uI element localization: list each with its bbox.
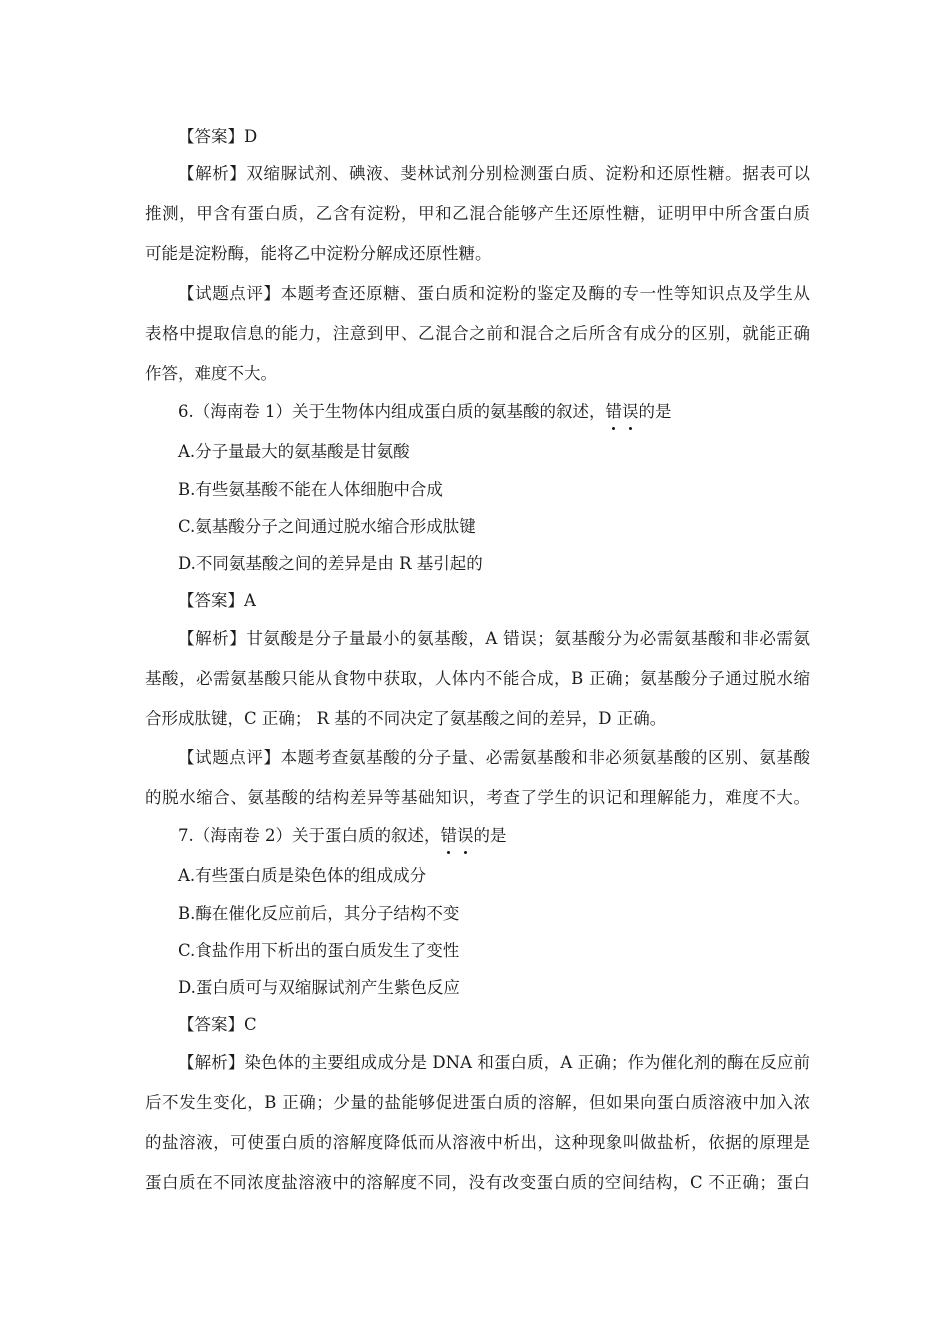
option-7c: C.食盐作用下析出的蛋白质发生了变性: [178, 941, 460, 960]
analysis-line-q7-3: 的盐溶液，可使蛋白质的溶解度降低而从溶液中析出，这种现象叫做盐析，依据的原理是: [145, 1133, 810, 1152]
question-7-stem: [178, 825, 810, 847]
question-7-tail: 的是: [473, 826, 507, 845]
analysis-line-q6-3: 合形成肽键，C 正确； R 基的不同决定了氨基酸之间的差异，D 正确。: [145, 709, 667, 728]
answer-line-q7: 【答案】C: [178, 1015, 257, 1034]
analysis-line-q6-2: 基酸，必需氨基酸只能从食物中获取，人体内不能合成，B 正确；氨基酸分子通过脱水缩: [145, 669, 810, 688]
emphasis-char: 错: [605, 402, 622, 421]
emphasis-char: 误: [457, 826, 474, 845]
analysis-line-q7-2: 后不发生变化，B 正确；少量的盐能够促进蛋白质的溶解，但如果向蛋白质溶液中加入浓: [145, 1093, 810, 1112]
question-7-text: 7.（海南卷 2）关于蛋白质的叙述，: [178, 826, 441, 845]
comment-line-q6-1: 【试题点评】本题考查氨基酸的分子量、必需氨基酸和非必须氨基酸的区别、氨基酸: [178, 748, 810, 767]
comment-line-q6-2: 的脱水缩合、氨基酸的结构差异等基础知识，考查了学生的识记和理解能力，难度不大。: [145, 788, 810, 807]
option-6b: B.有些氨基酸不能在人体细胞中合成: [178, 480, 443, 499]
comment-line-q5-2: 表格中提取信息的能力，注意到甲、乙混合之前和混合之后所含有成分的区别，就能正确: [145, 324, 810, 343]
option-7b: B.酶在催化反应前后，其分子结构不变: [178, 904, 460, 923]
question-6-text: 6.（海南卷 1）关于生物体内组成蛋白质的氨基酸的叙述，: [178, 402, 606, 421]
answer-line-q5: 【答案】D: [178, 127, 258, 146]
analysis-line-q7-4: 蛋白质在不同浓度盐溶液中的溶解度不同，没有改变蛋白质的空间结构，C 不正确；蛋白: [145, 1173, 810, 1192]
option-6d: D.不同氨基酸之间的差异是由 R 基引起的: [178, 554, 483, 573]
option-7a: A.有些蛋白质是染色体的组成成分: [178, 866, 427, 885]
comment-line-q5-3: 作答，难度不大。: [145, 364, 277, 383]
emphasis-char: 错: [440, 826, 457, 845]
analysis-line-q7-1: 【解析】染色体的主要组成成分是 DNA 和蛋白质，A 正确；作为催化剂的酶在反应前: [178, 1053, 810, 1072]
analysis-line-q5-2: 推测，甲含有蛋白质，乙含有淀粉，甲和乙混合能够产生还原性糖，证明甲中所含蛋白质: [145, 204, 810, 223]
answer-line-q6: 【答案】A: [178, 591, 256, 610]
emphasis-char: 误: [622, 402, 639, 421]
question-6-stem: [178, 401, 810, 423]
option-7d: D.蛋白质可与双缩脲试剂产生紫色反应: [178, 978, 460, 997]
option-6a: A.分子量最大的氨基酸是甘氨酸: [178, 442, 410, 461]
analysis-line-q6-1: 【解析】甘氨酸是分子量最小的氨基酸，A 错误；氨基酸分为必需氨基酸和非必需氨: [178, 629, 810, 648]
analysis-line-q5-1: 【解析】双缩脲试剂、碘液、斐林试剂分别检测蛋白质、淀粉和还原性糖。据表可以: [178, 164, 810, 183]
analysis-line-q5-3: 可能是淀粉酶，能将乙中淀粉分解成还原性糖。: [145, 244, 492, 263]
option-6c: C.氨基酸分子之间通过脱水缩合形成肽键: [178, 517, 476, 536]
question-6-tail: 的是: [638, 402, 672, 421]
comment-line-q5-1: 【试题点评】本题考查还原糖、蛋白质和淀粉的鉴定及酶的专一性等知识点及学生从: [178, 284, 810, 303]
